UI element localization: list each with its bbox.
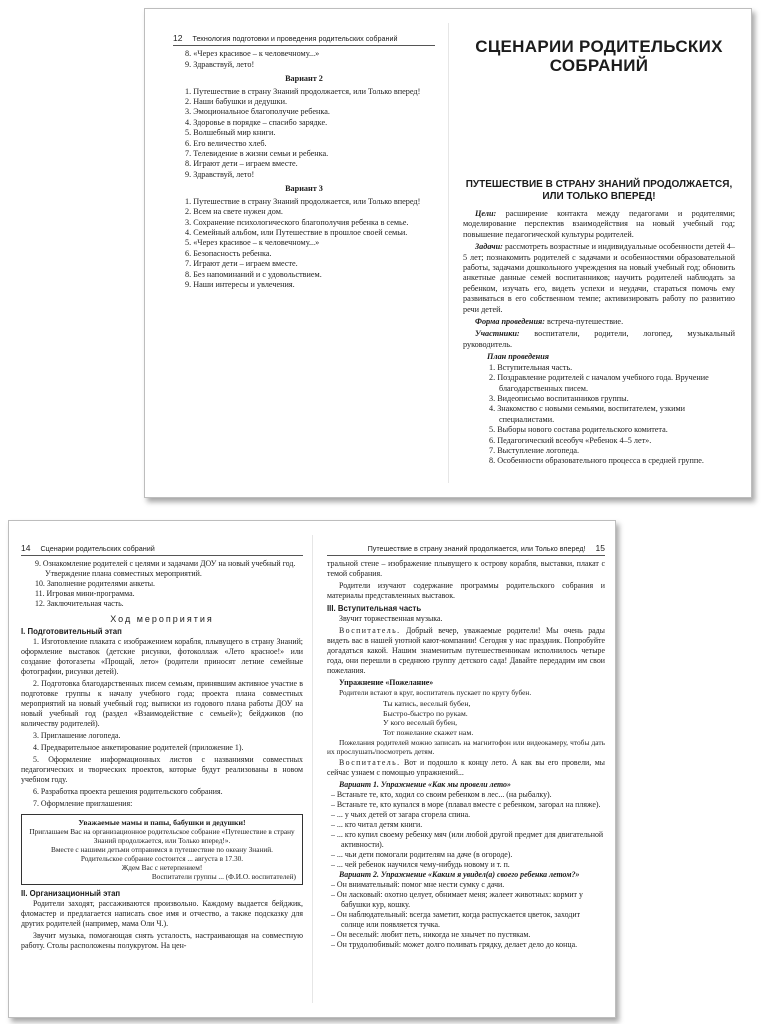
list-item: 3. Сохранение психологического благополучия ребенка в семье.: [185, 217, 409, 227]
continued-paragraph: тральной стене – изображение плывущего к острову корабля, выставки, плакат с темой собрания.: [327, 559, 605, 578]
list-item: – ... кто читал детям книги.: [327, 820, 605, 830]
list-item: 4. Семейный альбом, или Путешествие в прошлое своей семьи.: [185, 227, 408, 237]
plan-list: [475, 363, 735, 467]
running-header: [21, 543, 303, 556]
variant-3-list: [173, 197, 435, 291]
list-item: 4. Здоровье в порядке – спасибо зарядке.: [185, 117, 328, 127]
top-book-spread: [144, 8, 752, 498]
list-item: – ... чей ребенок научился чему-нибудь новому и т. п.: [327, 860, 605, 870]
participants-label: Участники:: [475, 329, 520, 339]
stage-item: 4. Предварительное анкетирование родителей (приложение 1).: [33, 743, 244, 752]
list-item: 8. Играют дети – играем вместе.: [185, 159, 298, 169]
variant-2-title: Вариант 2: [285, 74, 323, 84]
plan-item: 6. Педагогический всеобуч «Ребенок 4–5 лет».: [489, 435, 652, 445]
list-item: 2. Наши бабушки и дедушки.: [185, 97, 288, 107]
topic-list-intro: [173, 49, 435, 70]
form-label: Форма проведения:: [475, 317, 545, 327]
music-note: Звучит торжественная музыка.: [339, 614, 443, 623]
speaker-label: Воспитатель.: [339, 757, 401, 767]
section-title: Ход мероприятия: [110, 614, 214, 624]
stage-3-title: III. Вступительная часть: [327, 604, 422, 613]
variant-2-list: [173, 87, 435, 181]
tasks-label: Задачи:: [475, 242, 503, 252]
plan-item: 3. Видеописьмо воспитанников группы.: [489, 393, 629, 403]
stage-item: 2. Подготовка благодарственных писем семьям, принявшим активное участие в подготовке группы к началу учебного года; проекта плана совместных мероприятий на новый учебный год; выписки из годового плана работы ДОУ на новый учебный год (раздел «Взаимодействие с семьей»); бейджиков (по количеству родителей).: [21, 679, 303, 728]
speech-text: Вот и подошло к концу лето. А как вы его провели, мы сейчас узнаем с помощью упражнений...: [327, 757, 605, 777]
list-item: 6. Его величество хлеб.: [185, 138, 267, 148]
verse-line: Быстро-быстро по рукам.: [383, 708, 468, 718]
page-12: [173, 33, 435, 290]
bottom-book-spread: [8, 520, 616, 1018]
variant-3-title: Вариант 3: [285, 184, 323, 194]
goals-label: Цели:: [475, 209, 497, 218]
list-item: – ... у чьих детей от загара сгорела спина.: [327, 810, 605, 820]
list-item: 6. Безопасность ребенка.: [185, 248, 272, 258]
list-item: 8. Без напоминаний и с удовольствием.: [185, 269, 322, 279]
spine-divider: [448, 23, 449, 483]
form-text: встреча-путешествие.: [547, 317, 624, 327]
form-paragraph: [463, 317, 735, 327]
list-item: 8. «Через красивое – к человечному...»: [185, 49, 320, 59]
list-item: 2. Всем на свете нужен дом.: [185, 207, 283, 217]
variant-1-title: Вариант 1. Упражнение «Как мы провели лето»: [339, 779, 511, 789]
stage-item: 6. Разработка проекта решения родительского собрания.: [33, 787, 223, 796]
list-item: – ... чьи дети помогали родителям на даче (в огороде).: [327, 850, 605, 860]
plan-item: 12. Заключительная часть.: [35, 599, 124, 608]
invitation-line: Ждем Вас с нетерпением!: [121, 863, 203, 872]
plan-item: 9. Ознакомление родителей с целями и задачами ДОУ на новый учебный год. Утверждение плана совместных мероприятий.: [35, 559, 296, 578]
running-head-text: Технология подготовки и проведения родительских собраний: [192, 34, 398, 43]
stage-1-title: I. Подготовительный этап: [21, 627, 122, 636]
list-item: – ... кто купил своему ребенку мяч (или любой другой предмет для двигательной активности).: [327, 830, 605, 850]
goals-text: расширение контакта между педагогами и родителями; моделирование перспектив взаимодействия на новый учебный год; повышение педагогической культуры родителей.: [463, 209, 736, 239]
speaker-label: Воспитатель.: [339, 626, 401, 635]
variant-1-list: [327, 790, 605, 870]
stage-paragraph: Родители заходят, рассаживаются произвольно. Каждому выдается бейджик, фломастер и предлагается написать свое имя и отчество, а также подсказку для других родителей (например, мама Оли Ч.).: [21, 899, 303, 928]
exercise-title: Упражнение «Пожелание»: [339, 678, 434, 687]
plan-item: 1. Вступительная часть.: [489, 362, 573, 372]
stage-item: 7. Оформление приглашения:: [33, 799, 133, 808]
stage-item: 1. Изготовление плаката с изображением корабля, плывущего в страну Знаний; оформление выставок (детские рисунки, фотоколлаж «Лето красное!» или создание фотогазеты «Прощай, лето» (родители приносят летние семейные фотографии, рисунки детей).: [21, 637, 303, 676]
invitation-line: Родительское собрание состоится ... августа в 17.30.: [80, 854, 244, 863]
invitation-line: Вместе с нашими детьми отправимся в путешествие по океану Знаний.: [50, 845, 273, 854]
list-item: – Он ласковый: охотно целует, обнимает меня; жалеет животных: кормит у бабушки кур, кошку.: [327, 890, 605, 910]
page-number: 15: [595, 543, 605, 553]
scenario-title: ПУТЕШЕСТВИЕ В СТРАНУ ЗНАНИЙ ПРОДОЛЖАЕТСЯ, ИЛИ ТОЛЬКО ВПЕРЕД!: [465, 179, 733, 202]
exercise-note: Пожелания родителей можно записать на магнитофон или видеокамеру, чтобы дать их прослушать/посмотреть детям.: [327, 737, 605, 756]
educator-speech: [327, 626, 605, 676]
book-title: СЦЕНАРИИ РОДИТЕЛЬСКИХ СОБРАНИЙ: [475, 37, 723, 75]
speech-text: Добрый вечер, уважаемые родители! Мы очень рады видеть вас в нашей уютной кают-компании! Сегодня у нас праздник. Попробуйте догадаться какой. Нашим знаменитым путешественникам исполнилось четыре года, они перешли в среднюю группу детского сада! Давайте передадим им свои пожелания.: [327, 626, 605, 675]
invitation-box: [21, 814, 303, 885]
invitation-title: Уважаемые мамы и папы, бабушки и дедушки!: [78, 818, 246, 827]
plan-item: 7. Выступление логопеда.: [489, 445, 580, 455]
list-item: 9. Здравствуй, лето!: [185, 169, 255, 179]
page-number: 14: [21, 543, 31, 553]
list-item: 9. Здравствуй, лето!: [185, 59, 255, 69]
plan-item: 4. Знакомство с новыми семьями, воспитателем, узкими специалистами.: [489, 404, 686, 424]
plan-title: План проведения: [487, 352, 549, 362]
invitation-signature: Воспитатели группы ... (Ф.И.О. воспитателей): [151, 872, 296, 881]
goals-paragraph: [463, 209, 735, 240]
list-item: 1. Путешествие в страну Знаний продолжается, или Только вперед!: [185, 86, 421, 96]
running-head-text: Сценарии родительских собраний: [40, 544, 155, 553]
running-head-text: Путешествие в страну знаний продолжается, или Только вперед!: [367, 544, 586, 553]
plan-item: 5. Выборы нового состава родительского комитета.: [489, 425, 668, 435]
list-item: 5. «Через красивое – к человечному...»: [185, 238, 320, 248]
list-item: 1. Путешествие в страну Знаний продолжается, или Только вперед!: [185, 196, 421, 206]
verse: [327, 699, 605, 737]
plan-item: 11. Игровая мини-программа.: [35, 589, 135, 598]
participants-text: воспитатели, родители, логопед, музыкальный руководитель.: [463, 329, 735, 349]
verse-line: Тот пожелание скажет нам.: [383, 727, 474, 737]
list-item: – Он внимательный: помог мне нести сумку с дачи.: [327, 880, 605, 890]
list-item: – Он веселый: любит петь, никогда не хнычет по пустякам.: [327, 930, 605, 940]
plan-item: 10. Заполнение родителями анкеты.: [35, 579, 156, 588]
plan-list-continued: [21, 559, 303, 609]
stage-2-title: II. Организационный этап: [21, 889, 121, 898]
verse-line: У кого веселый бубен,: [383, 718, 458, 728]
list-item: 5. Волшебный мир книги.: [185, 128, 276, 138]
tasks-text: рассмотреть возрастные и индивидуальные особенности детей 4–5 лет; познакомить родителей с задачами и особенностями образовательной работы, задачами дошкольного учреждения на новый учебный год; обновить анкетные данные семей воспитанников; научить родителей наблюдать за ребенком, изучать его, видеть успехи и неудачи, стараться помочь ему развиваться в его собственном темпе; активизировать работу по развитию речи детей.: [463, 242, 735, 314]
list-item: 9. Наши интересы и увлечения.: [185, 279, 295, 289]
paragraph: Родители изучают содержание программы родительского собрания и материалы представленных выставок.: [327, 581, 605, 600]
list-item: 3. Эмоциональное благополучие ребенка.: [185, 107, 330, 117]
stage-item: 3. Приглашение логопеда.: [33, 731, 121, 740]
plan-item: 2. Поздравление родителей с началом учебного года. Вручение благодарственных писем.: [489, 373, 709, 393]
list-item: 7. Телевидение в жизни семьи и ребенка.: [185, 149, 329, 159]
educator-speech: [327, 758, 605, 778]
list-item: 7. Играют дети – играем вместе.: [185, 259, 298, 269]
tasks-paragraph: [463, 242, 735, 315]
spine-divider: [312, 535, 313, 1003]
running-header: [173, 33, 435, 46]
variant-2-list: [327, 880, 605, 950]
plan-item: 8. Особенности образовательного процесса в средней группе.: [489, 456, 704, 466]
page-15: [327, 543, 605, 950]
list-item: – Встаньте те, кто, ходил со своим ребенком в лес... (на рыбалку).: [327, 790, 605, 800]
page-14: [21, 543, 303, 953]
variant-2-title: Вариант 2. Упражнение «Каким я увидел(а) своего ребенка летом?»: [339, 869, 580, 879]
stage-item: 5. Оформление информационных листов с названиями совместных педагогических и творческих проектов, которые будут реализованы в новом учебном году.: [21, 755, 303, 784]
exercise-description: Родители встают в круг, воспитатель пускает по кругу бубен.: [339, 688, 532, 697]
list-item: – Встаньте те, кто купался в море (плавал вместе с ребенком, загорал на пляже).: [327, 800, 605, 810]
list-item: – Он наблюдательный: всегда заметит, когда распускается цветок, заходит солнце или появляется тучка.: [327, 910, 605, 930]
page-13: [463, 29, 735, 467]
list-item: – Он трудолюбивый: может долго поливать грядку, делает дело до конца.: [327, 940, 605, 950]
participants-paragraph: [463, 329, 735, 350]
page-number: 12: [173, 33, 183, 43]
stage-paragraph: Звучит музыка, помогающая снять усталость, настраивающая на совместную работу. Столы расположены полукругом. На цен-: [21, 931, 303, 950]
verse-line: Ты катись, веселый бубен,: [383, 699, 471, 709]
invitation-line: Приглашаем Вас на организационное родительское собрание «Путешествие в страну Знаний продолжается, или Только вперед!».: [29, 827, 295, 845]
running-header: [327, 543, 605, 556]
